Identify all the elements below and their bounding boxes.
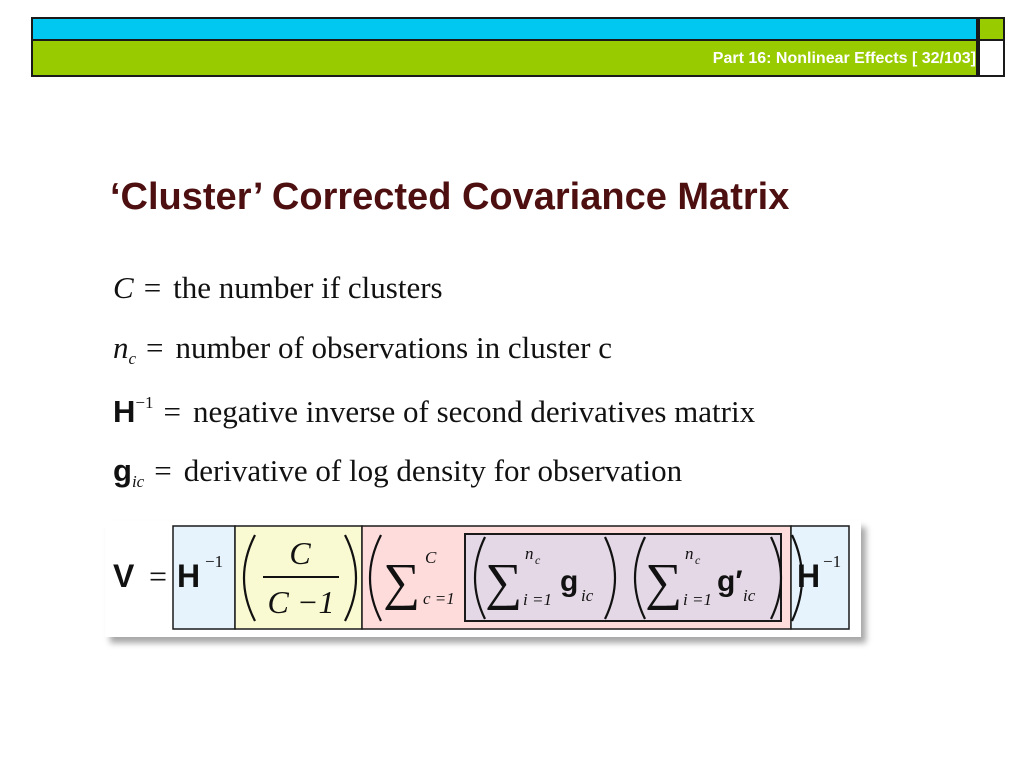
formula-equals: = [149, 558, 168, 594]
formula-h-exponent: −1 [205, 552, 224, 571]
inner-sum-lower-1: i =1 [523, 590, 552, 609]
definition-subscript: ic [131, 472, 145, 491]
definition-symbol: g [113, 453, 132, 488]
inner-sum-sign-2: ∑ [645, 554, 683, 611]
formula-lhs: V [113, 558, 135, 594]
header-bar-top [31, 17, 978, 41]
gradient-g-transpose-sub: ic [743, 586, 756, 605]
definition-subscript: c [128, 349, 137, 368]
inner-sum-lower-2: i =1 [683, 590, 712, 609]
fraction-denominator: C −1 [267, 584, 335, 620]
definition-symbol: n [113, 330, 129, 365]
inner-sum-upper-1: n [525, 544, 534, 563]
outer-sum-upper: C [425, 548, 437, 567]
header-corner-square-top [978, 17, 1005, 41]
definition-row-h [113, 393, 755, 430]
inner-sum-sign-1: ∑ [485, 554, 523, 611]
definition-row-nc [113, 330, 612, 369]
definition-symbol: C [113, 270, 134, 305]
definition-row-g [113, 453, 682, 492]
covariance-formula [105, 521, 861, 637]
definition-text: negative inverse of second derivatives matrix [192, 394, 756, 429]
inner-sum-upper-sub-2: c [695, 553, 701, 567]
definition-superscript: −1 [135, 393, 154, 412]
equals-sign: = [143, 270, 162, 305]
slide-title: ‘Cluster’ Corrected Covariance Matrix [110, 176, 790, 218]
gradient-g-transpose: g′ [717, 565, 743, 598]
definition-text: the number if clusters [173, 270, 443, 305]
equals-sign: = [163, 394, 181, 429]
formula-h: H [177, 558, 201, 594]
slide-label: Part 16: Nonlinear Effects [ 32/103] [712, 50, 976, 67]
definition-text: derivative of log density for observation [183, 453, 683, 488]
inner-sum-upper-sub-1: c [535, 553, 541, 567]
fraction-numerator: C [289, 535, 311, 571]
definition-text: number of observations in cluster c [175, 330, 612, 365]
definition-row-c [113, 270, 443, 306]
definition-symbol: H [113, 394, 136, 429]
formula-h-exponent-right: −1 [823, 552, 842, 571]
inner-sum-upper-2: n [685, 544, 694, 563]
gradient-g: g [560, 565, 579, 598]
gradient-g-sub: ic [581, 586, 594, 605]
equals-sign: = [154, 453, 172, 488]
outer-sum-sign: ∑ [383, 554, 421, 611]
outer-sum-lower: c =1 [423, 589, 455, 608]
equals-sign: = [146, 330, 164, 365]
header-corner-square-bottom [978, 41, 1005, 77]
formula-h-right: H [797, 558, 821, 594]
formula-graphic [105, 521, 861, 637]
